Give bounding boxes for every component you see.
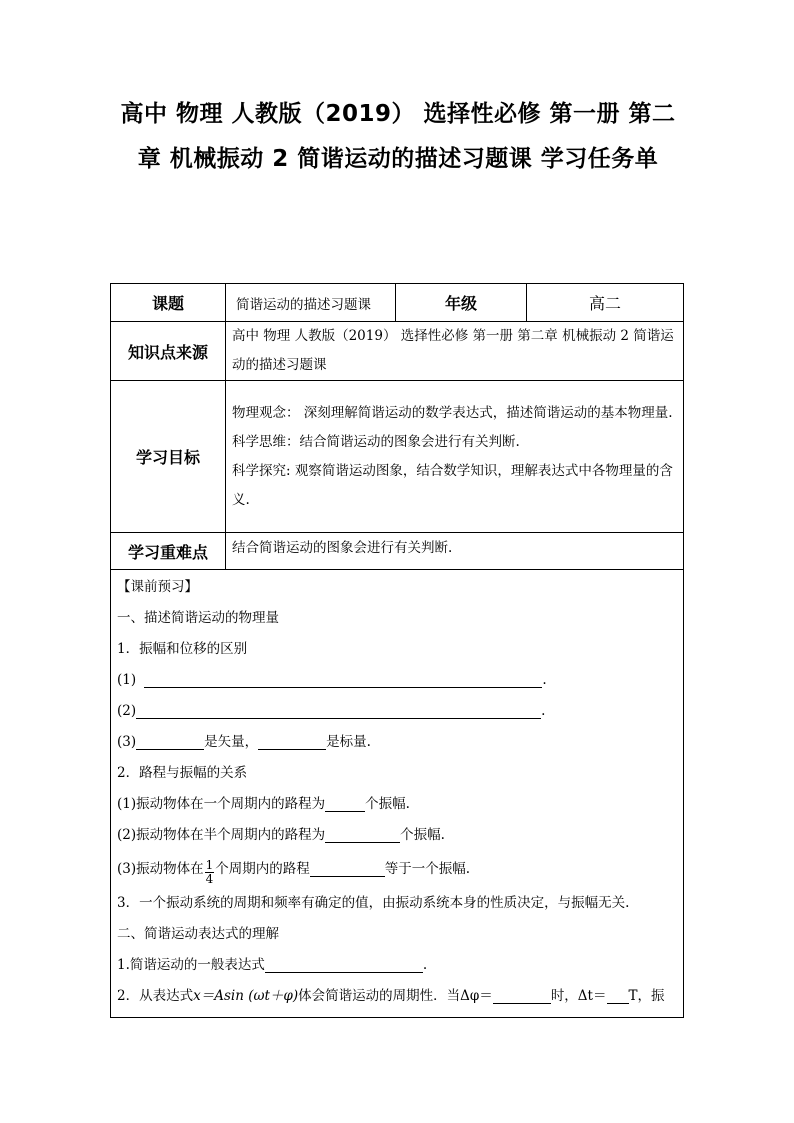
preview-header: 【课前预习】 bbox=[117, 579, 198, 595]
blank-line-3: (3) 是矢量， 是标量. bbox=[117, 727, 677, 758]
answer-blank[interactable] bbox=[493, 985, 551, 1004]
item-heading: 1．振幅和位移的区别 bbox=[117, 641, 248, 657]
task-sheet-table bbox=[110, 283, 684, 1018]
topic-row bbox=[111, 284, 684, 322]
blank-line-e1: 1.简谐运动的一般表达式 . bbox=[117, 950, 677, 981]
answer-blank[interactable] bbox=[258, 731, 326, 750]
blank-line-2: (2) . bbox=[117, 696, 677, 727]
preview-section bbox=[111, 570, 684, 1018]
answer-blank[interactable] bbox=[325, 824, 400, 843]
goals-list bbox=[226, 381, 684, 533]
blank-line-1: (1) . bbox=[117, 665, 677, 696]
answer-blank[interactable] bbox=[136, 700, 541, 719]
blank-line-e2: 2．从表达式x＝Asin (ωt＋φ)体会简谐运动的周期性．当Δφ＝ 时，Δt＝ T，振 bbox=[117, 981, 677, 1012]
section-heading: 二、简谐运动表达式的理解 bbox=[117, 926, 279, 942]
difficulty-value: 结合简谐运动的图象会进行有关判断. bbox=[226, 533, 684, 570]
blank-line-r3: (3)振动物体在 $\frac{1}{4}$ 个周期内的路程 等于一个振幅. bbox=[117, 858, 471, 886]
topic-label: 课题 bbox=[111, 284, 226, 322]
source-label: 知识点来源 bbox=[111, 322, 226, 381]
answer-blank[interactable] bbox=[325, 793, 365, 812]
topic-value: 简谐运动的描述习题课 bbox=[226, 284, 396, 322]
goals-label: 学习目标 bbox=[111, 381, 226, 533]
goal-item: 物理观念： 深刻理解简谐运动的数学表达式，描述简谐运动的基本物理量. bbox=[232, 404, 673, 421]
answer-blank[interactable] bbox=[607, 985, 629, 1004]
section-heading: 一、描述简谐运动的物理量 bbox=[117, 610, 279, 626]
preview-row bbox=[111, 570, 684, 1018]
difficulty-label: 学习重难点 bbox=[111, 533, 226, 570]
difficulty-row bbox=[111, 533, 684, 570]
goal-item: 科学探究: 观察简谐运动图象，结合数学知识，理解表达式中各物理量的含义. bbox=[232, 462, 673, 508]
goals-row bbox=[111, 381, 684, 533]
answer-blank[interactable] bbox=[144, 669, 542, 688]
grade-label: 年级 bbox=[396, 284, 527, 322]
page-title: 高中 物理 人教版（2019） 选择性必修 第一册 第二章 机械振动 2 简谐运动的描述习题课 学习任务单 bbox=[120, 101, 676, 172]
goal-item: 科学思维：结合简谐运动的图象会进行有关判断. bbox=[232, 433, 520, 450]
source-value: 高中 物理 人教版（2019） 选择性必修 第一册 第二章 机械振动 2 简谐运动的描述习题课 bbox=[226, 322, 684, 381]
answer-blank[interactable] bbox=[136, 731, 204, 750]
grade-value: 高二 bbox=[527, 284, 684, 322]
blank-line-r2: (2)振动物体在半个周期内的路程为 个振幅. bbox=[117, 820, 677, 851]
fraction-quarter: $\frac{1}{4}$ bbox=[205, 858, 214, 886]
answer-blank[interactable] bbox=[265, 954, 423, 973]
blank-line-r1: (1)振动物体在一个周期内的路程为 个振幅. bbox=[117, 789, 677, 820]
answer-blank[interactable] bbox=[310, 858, 385, 877]
source-row bbox=[111, 322, 684, 381]
formula: x＝Asin (ωt＋φ) bbox=[193, 988, 299, 1004]
item-text: 3．一个振动系统的周期和频率有确定的值，由振动系统本身的性质决定，与振幅无关. bbox=[117, 895, 630, 911]
item-heading: 2．路程与振幅的关系 bbox=[117, 765, 248, 781]
